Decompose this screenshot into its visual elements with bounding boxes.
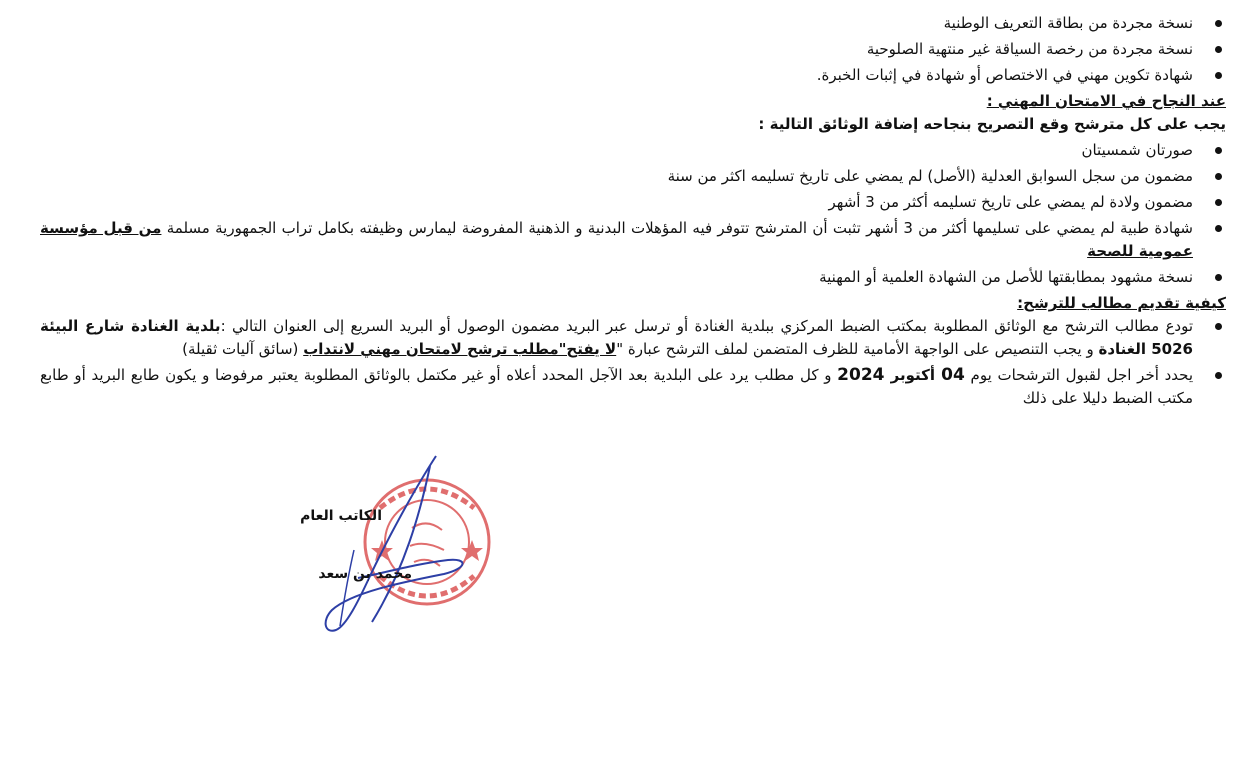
deadline-text: و كل مطلب يرد على البلدية بعد الآجل المحدد أعلاه أو غير مكتمل بالوثائق المطلوبة يعتبر مرفوضا و يكون طابع البريد أو طابع مكتب الضبط دليلا على ذلك: [40, 366, 1193, 407]
section-heading-success: عند النجاح في الامتحان المهني :: [986, 92, 1226, 110]
section-heading-application: كيفية تقديم مطالب للترشح:: [1017, 294, 1226, 312]
list-item-text: شهادة طبية لم يمضي على تسليمها أكثر من 3 أشهر تثبت أن المترشح تتوفر فيه المؤهلات البدنية و الذهنية المفروضة ليمارس وظيفته بكامل تراب الجمهورية مسلمة: [166, 219, 1193, 237]
list-item: [40, 315, 1226, 361]
deadline-month: أكتوبر: [884, 366, 942, 384]
deadline-day: 04: [941, 365, 965, 385]
list-item: مضمون ولادة لم يمضي على تاريخ تسليمه أكثر من 3 أشهر: [40, 191, 1226, 214]
list-item: نسخة مجردة من رخصة السياقة غير منتهية الصلوحية: [40, 38, 1226, 61]
list-item: نسخة مشهود بمطابقتها للأصل من الشهادة العلمية أو المهنية: [40, 266, 1226, 289]
signatory-name: محمد بن سعد: [318, 566, 412, 582]
list-item-emphasis: من قبل مؤسسة عمومية للصحة: [40, 219, 1193, 260]
instruction-text: تودع مطالب الترشح مع الوثائق المطلوبة بمكتب الضبط المركزي ببلدية الغنادة أو ترسل عبر البريد مضمون الوصول أو البريد السريع إلى العنوان التالي :: [220, 317, 1194, 335]
list-item: مضمون من سجل السوابق العدلية (الأصل) لم يمضي على تاريخ تسليمه اكثر من سنة: [40, 165, 1226, 188]
deadline-year: 2024: [837, 365, 885, 385]
envelope-phrase: لا يفتح"مطلب ترشح لامتحان مهني لانتداب: [303, 340, 617, 358]
handwritten-signature-icon: [318, 450, 478, 640]
success-documents-list: [40, 139, 1226, 289]
deadline-text: يحدد أخر اجل لقبول الترشحات يوم: [964, 366, 1193, 384]
signatory-title: الكاتب العام: [300, 508, 382, 524]
instruction-text: (سائق آليات ثقيلة): [182, 340, 304, 358]
list-item: [40, 364, 1226, 410]
instruction-text: و يجب التنصيص على الواجهة الأمامية للظرف المتضمن لملف الترشح عبارة ": [616, 340, 1099, 358]
list-item: صورتان شمسيتان: [40, 139, 1226, 162]
application-instructions-list: [40, 315, 1226, 410]
list-item: شهادة تكوين مهني في الاختصاص أو شهادة في إثبات الخبرة.: [40, 64, 1226, 87]
required-documents-list: [40, 12, 1226, 87]
list-item: [40, 217, 1226, 263]
mailing-address: بلدية الغنادة شارع البيئة 5026 الغنادة: [40, 317, 1193, 358]
list-item: نسخة مجردة من بطاقة التعريف الوطنية: [40, 12, 1226, 35]
document-body: [40, 12, 1226, 413]
section-subheading-success: يجب على كل مترشح وقع التصريح بنجاحه إضافة الوثائق التالية :: [758, 115, 1226, 133]
